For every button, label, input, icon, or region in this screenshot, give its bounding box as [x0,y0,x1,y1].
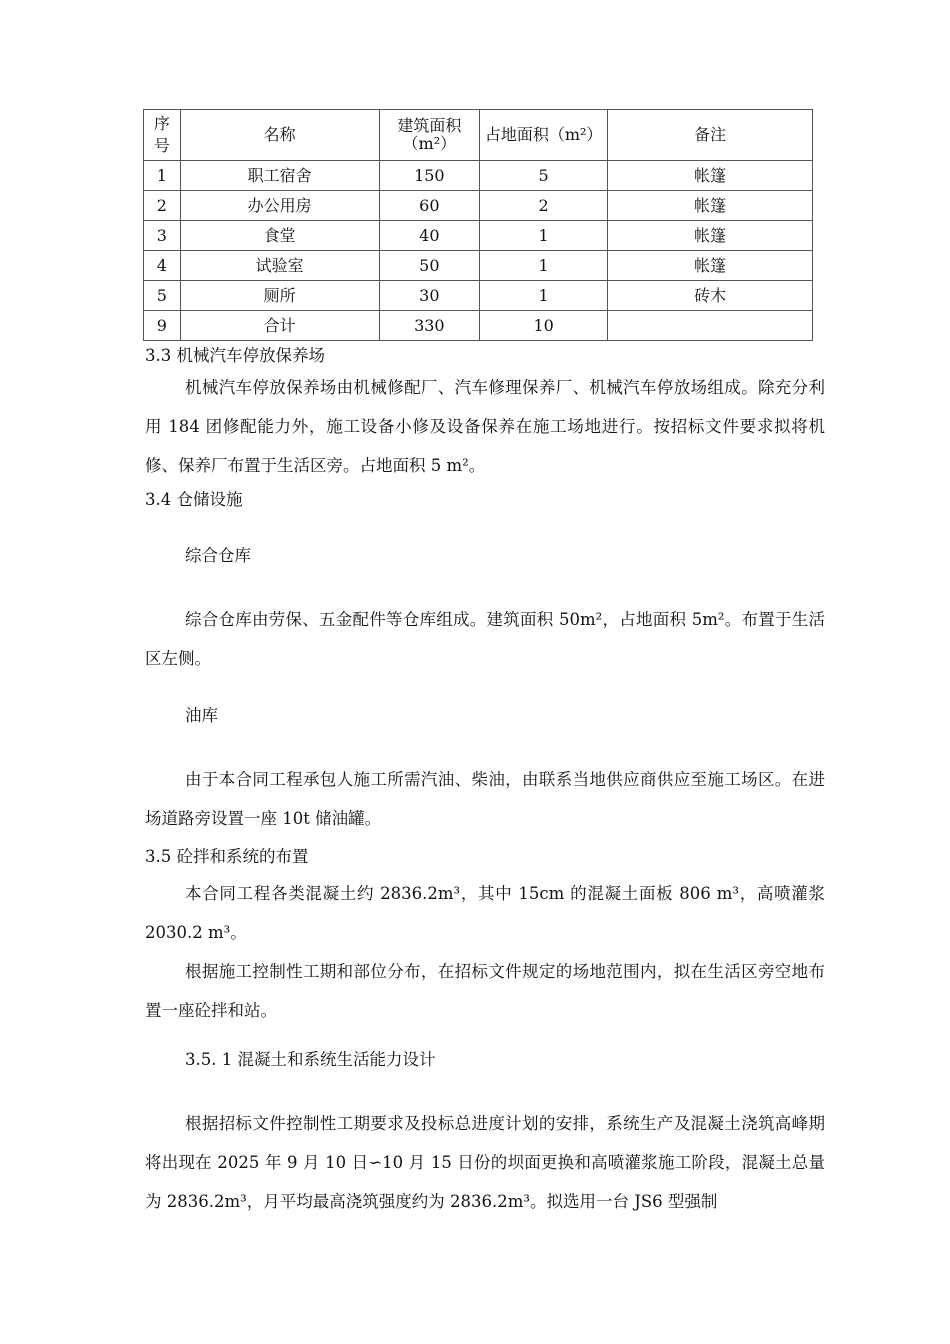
cell-remarks: 帐篷 [608,251,813,281]
cell-land-area: 1 [480,281,608,311]
cell-building-area: 150 [379,161,479,191]
section-3-5-body-2: 根据施工控制性工期和部位分布，在招标文件规定的场地范围内，拟在生活区旁空地布置一座砼拌和站。 [145,962,825,1020]
cell-no: 4 [144,251,181,281]
cell-building-area: 50 [379,251,479,281]
table-total-row [144,311,813,341]
cell-no: 2 [144,191,181,221]
warehouse-title: 综合仓库 [185,546,251,565]
cell-name: 厕所 [180,281,379,311]
cell-name: 职工宿舍 [180,161,379,191]
header-building-area: 建筑面积（m²） [379,110,479,161]
section-3-4-title: 3.4 仓储设施 [145,490,243,509]
table-row [144,251,813,281]
cell-remarks [608,311,813,341]
cell-no: 5 [144,281,181,311]
cell-land-area: 1 [480,221,608,251]
cell-name: 食堂 [180,221,379,251]
table-row [144,161,813,191]
oil-depot-title: 油库 [185,706,218,725]
cell-remarks: 帐篷 [608,191,813,221]
cell-name: 合计 [180,311,379,341]
section-3-3-title: 3.3 机械汽车停放保养场 [145,346,325,365]
oil-depot-body: 由于本合同工程承包人施工所需汽油、柴油，由联系当地供应商供应至施工场区。在进场道路旁设置一座 10t 储油罐。 [145,770,825,828]
cell-building-area: 30 [379,281,479,311]
warehouse-body: 综合仓库由劳保、五金配件等仓库组成。建筑面积 50m²，占地面积 5m²。布置于生活区左侧。 [145,610,825,668]
section-3-3-body: 机械汽车停放保养场由机械修配厂、汽车修理保养厂、机械汽车停放场组成。除充分利用 184 团修配能力外，施工设备小修及设备保养在施工场地进行。按招标文件要求拟将机修、保养厂布置于生活区旁。占地面积 5 m²。 [145,378,825,475]
cell-remarks: 砖木 [608,281,813,311]
cell-land-area: 5 [480,161,608,191]
cell-no: 3 [144,221,181,251]
section-3-5-1-body: 根据招标文件控制性工期要求及投标总进度计划的安排，系统生产及混凝土浇筑高峰期将出现在 2025 年 9 月 10 日∽10 月 15 日份的坝面更换和高喷灌浆施工阶段，混凝土总量为 2836.2m³，月平均最高浇筑强度约为 2836.2m³。拟选用一台 JS6 型强制 [145,1114,825,1211]
table-header-row [144,110,813,161]
cell-remarks: 帐篷 [608,221,813,251]
cell-building-area: 60 [379,191,479,221]
header-no: 序号 [144,110,181,161]
cell-land-area: 10 [480,311,608,341]
cell-building-area: 40 [379,221,479,251]
table-row [144,281,813,311]
cell-building-area: 330 [379,311,479,341]
header-name: 名称 [180,110,379,161]
section-3-5-title: 3.5 砼拌和系统的布置 [145,847,309,866]
cell-name: 办公用房 [180,191,379,221]
cell-no: 9 [144,311,181,341]
table-row [144,221,813,251]
header-land-area: 占地面积（m²） [480,110,608,161]
cell-land-area: 1 [480,251,608,281]
cell-remarks: 帐篷 [608,161,813,191]
table-row [144,191,813,221]
header-remarks: 备注 [608,110,813,161]
cell-name: 试验室 [180,251,379,281]
cell-land-area: 2 [480,191,608,221]
facility-area-table [143,109,813,341]
cell-no: 1 [144,161,181,191]
section-3-5-1-title: 3.5. 1 混凝土和系统生活能力设计 [185,1050,436,1069]
section-3-5-body-1: 本合同工程各类混凝土约 2836.2m³，其中 15cm 的混凝土面板 806 m³，高喷灌浆 2030.2 m³。 [145,884,825,942]
